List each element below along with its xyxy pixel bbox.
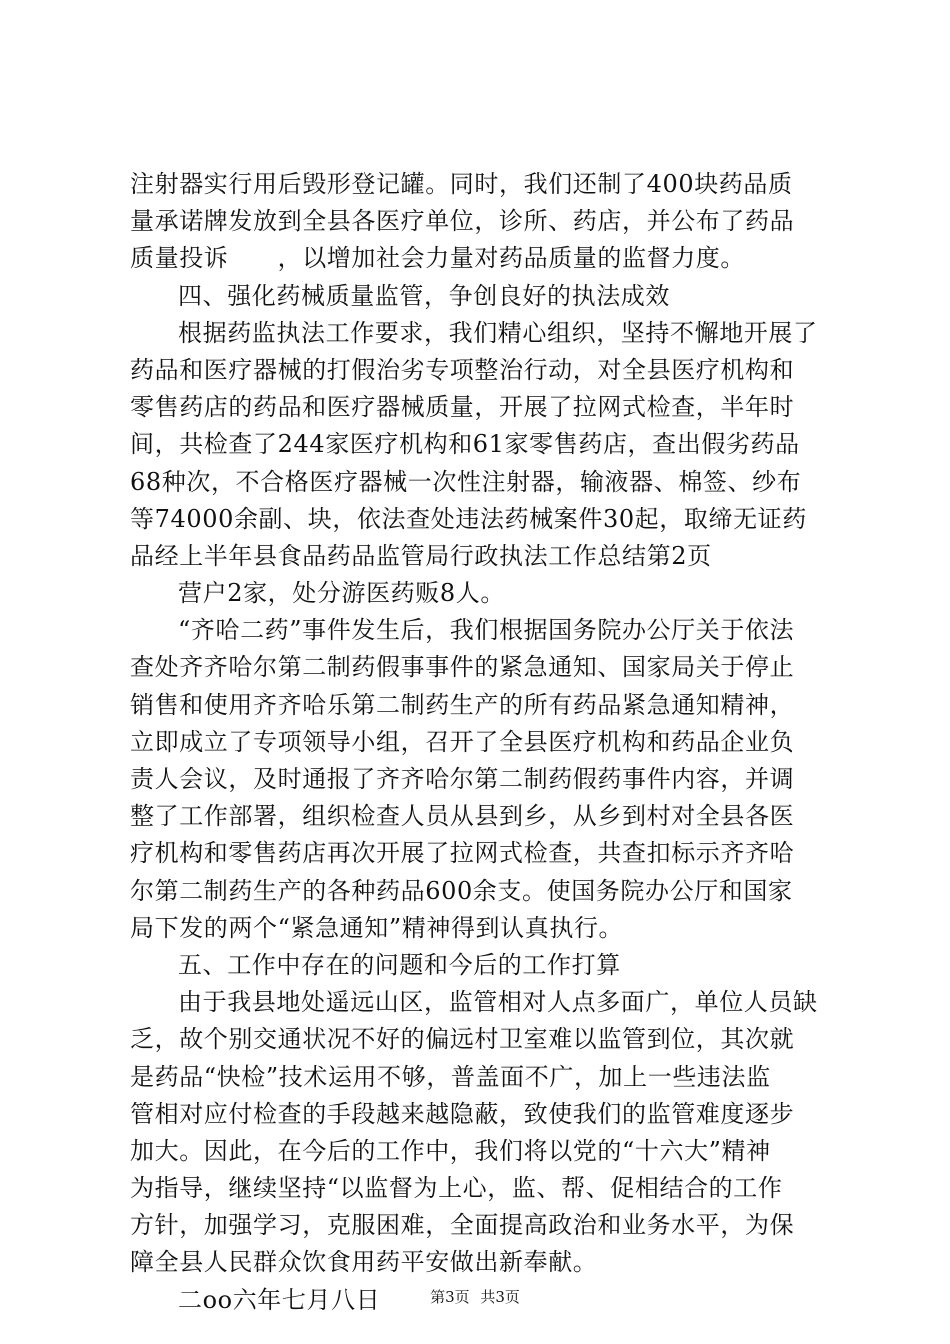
text-line: 加大。因此，在今后的工作中，我们将以党的“十六大”精神 [130,1136,771,1165]
text-line: 量承诺牌发放到全县各医疗单位，诊所、药店，并公布了药品 [130,207,795,236]
text-line: 是药品“快检”技术运用不够，普盖面不广，加上一些违法监 [130,1062,771,1091]
paragraph-start: 根据药监执法工作要求，我们精心组织，坚持不懈地开展了 [178,318,818,347]
text-line: 局下发的两个“紧急通知”精神得到认真执行。 [130,913,624,942]
section-heading-5: 五、工作中存在的问题和今后的工作打算 [178,950,621,979]
text-line: 零售药店的药品和医疗器械质量，开展了拉网式检查，半年时 [130,393,795,422]
text-line: 乏，故个别交通状况不好的偏远村卫室难以监管到位，其次就 [130,1025,795,1054]
text-line: 尔第二制药生产的各种药品600余支。使国务院办公厅和国家 [130,876,793,905]
paragraph-start: 由于我县地处遥远山区，监管相对人点多面广，单位人员缺 [178,988,818,1017]
text-line: 品经上半年县食品药品监管局行政执法工作总结第2页 [130,541,712,570]
text-line: 等74000余副、块，依法查处违法药械案件30起，取缔无证药 [130,504,807,533]
text-line: 障全县人民群众饮食用药平安做出新奉献。 [130,1248,598,1277]
text-line: 销售和使用齐齐哈乐第二制药生产的所有药品紧急通知精神， [130,690,795,719]
document-date: 二oo六年七月八日 [178,1285,381,1314]
text-line: 质量投诉 ，以增加社会力量对药品质量的监督力度。 [130,244,745,273]
paragraph-start: “齐哈二药”事件发生后，我们根据国务院办公厅关于依法 [178,616,795,645]
text-line: 方针，加强学习，克服困难，全面提高政治和业务水平，为保 [130,1211,795,1240]
text-line: 药品和医疗器械的打假治劣专项整治行动，对全县医疗机构和 [130,355,795,384]
text-line: 管相对应付检查的手段越来越隐蔽，致使我们的监管难度逐步 [130,1099,795,1128]
text-line: 整了工作部署，组织检查人员从县到乡，从乡到村对全县各医 [130,802,795,831]
text-line: 68种次，不合格医疗器械一次性注射器，输液器、棉签、纱布 [130,467,802,496]
page-number-total: 共3页 [480,1288,520,1306]
text-line: 责人会议，及时通报了齐齐哈尔第二制药假药事件内容，并调 [130,765,795,793]
text-line: 间，共检查了244家医疗机构和61家零售药店，查出假劣药品 [130,430,800,459]
section-heading-4: 四、强化药械质量监管，争创良好的执法成效 [178,281,670,310]
text-line: 为指导，继续坚持“以监督为上心，监、帮、促相结合的工作 [130,1174,783,1203]
text-line: 查处齐齐哈尔第二制药假事事件的紧急通知、国家局关于停止 [130,653,795,682]
text-line: 立即成立了专项领导小组，召开了全县医疗机构和药品企业负 [130,727,795,756]
page-footer [0,1287,950,1307]
text-line: 注射器实行用后毁形登记罐。同时，我们还制了400块药品质 [130,170,793,198]
text-line: 疗机构和零售药店再次开展了拉网式检查，共查扣标示齐齐哈 [130,839,795,868]
document-body [130,166,820,1319]
paragraph-start: 营户2家，处分游医药贩8人。 [178,579,505,608]
page-number-current: 第3页 [430,1288,470,1306]
